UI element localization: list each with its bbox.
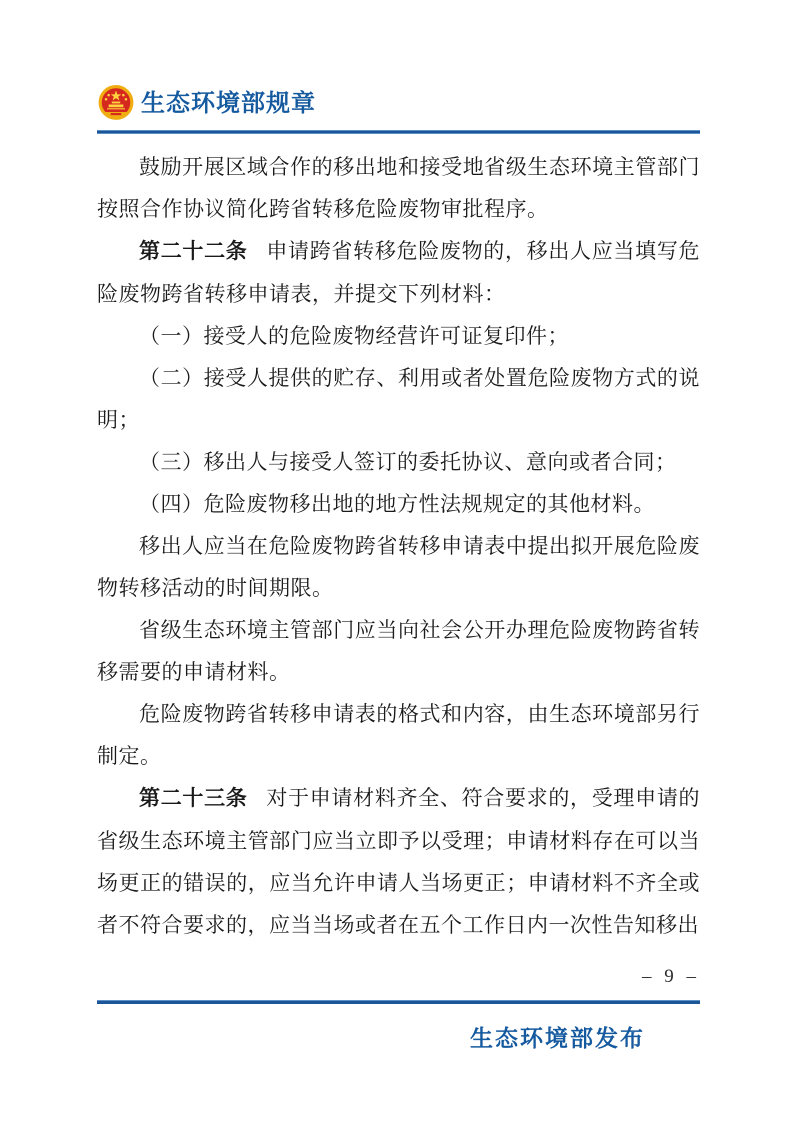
- paragraph-text: 对于申请材料齐全、符合要求的，受理申请的省级生态环境主管部门应当立即予以受理；申请材料存在可以当场更正的错误的，应当允许申请人当场更正；申请材料不齐全或者不符合要求的，应当当场或者在五个工作日内一次性告知移出: [97, 786, 701, 937]
- header-brand: [97, 84, 700, 122]
- paragraph-text: 鼓励开展区域合作的移出地和接受地省级生态环境主管部门按照合作协议简化跨省转移危险废物审批程序。: [97, 155, 700, 221]
- china-national-emblem-icon: [97, 84, 135, 122]
- footer-publisher: 生态环境部发布: [470, 1025, 645, 1051]
- body-paragraph: [97, 609, 700, 693]
- paragraph-text: （二）接受人提供的贮存、利用或者处置危险废物方式的说明；: [97, 366, 700, 432]
- article-number: 第二十三条: [139, 787, 248, 810]
- body-paragraph: [97, 777, 700, 946]
- header-title: 生态环境部规章: [141, 90, 316, 117]
- body-paragraph: [97, 483, 700, 525]
- body-paragraph: [97, 693, 700, 777]
- paragraph-text: （一）接受人的危险废物经营许可证复印件；: [139, 324, 569, 348]
- body-paragraph: [97, 441, 700, 483]
- body-paragraph: [97, 230, 700, 315]
- paragraph-text: 危险废物跨省转移申请表的格式和内容，由生态环境部另行制定。: [97, 702, 700, 768]
- body-paragraph: [97, 357, 700, 441]
- document-body: [97, 146, 700, 946]
- paragraph-text: 移出人应当在危险废物跨省转移申请表中提出拟开展危险废物转移活动的时间期限。: [97, 534, 700, 600]
- page-footer: [97, 1000, 700, 1053]
- article-number: 第二十二条: [139, 240, 248, 263]
- body-paragraph: [97, 315, 700, 357]
- paragraph-text: （四）危险废物移出地的地方性法规规定的其他材料。: [139, 492, 655, 516]
- page-number: – 9 –: [642, 966, 700, 987]
- paragraph-text: 省级生态环境主管部门应当向社会公开办理危险废物跨省转移需要的申请材料。: [97, 618, 700, 684]
- paragraph-container: [97, 146, 700, 946]
- page-header: [97, 84, 700, 134]
- paragraph-text: （三）移出人与接受人签订的委托协议、意向或者合同；: [139, 450, 677, 474]
- footer-divider: [97, 1000, 700, 1004]
- header-divider: [97, 130, 700, 134]
- body-paragraph: [97, 525, 700, 609]
- paragraph-text: 申请跨省转移危险废物的，移出人应当填写危险废物跨省转移申请表，并提交下列材料：: [97, 239, 701, 306]
- body-paragraph: [97, 146, 700, 230]
